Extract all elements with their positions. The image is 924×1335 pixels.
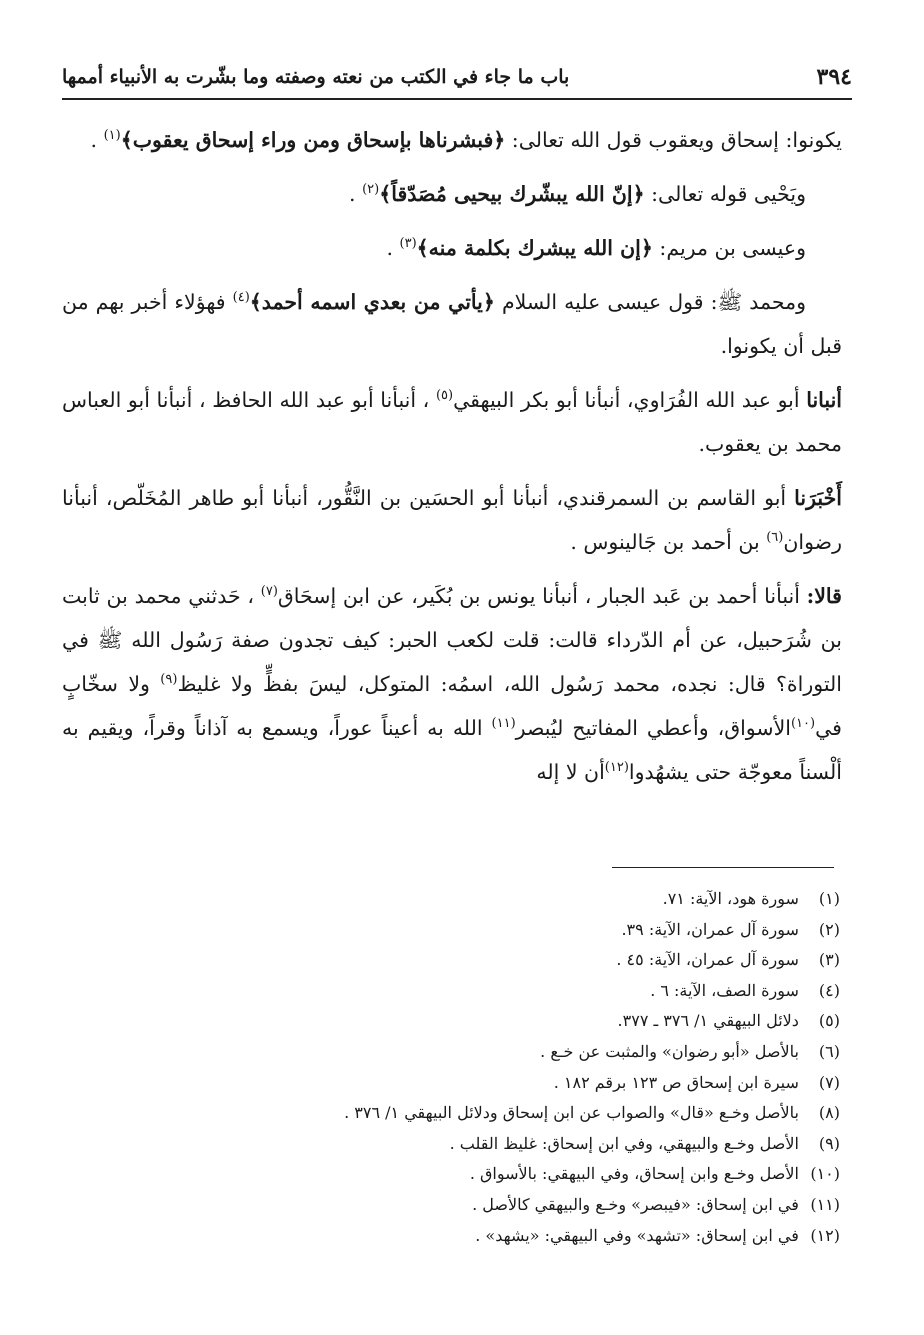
- footnote-text: في ابن إسحاق: «تشهد» وفي البيهقي: «يشهد» .: [475, 1225, 799, 1245]
- text-span: أن لا إله: [536, 760, 605, 784]
- quran-quote: ﴿يأتي من بعدي اسمه أحمد﴾: [249, 290, 495, 314]
- footnote-text: سيرة ابن إسحاق ص ١٢٣ برقم ١٨٢ .: [553, 1072, 799, 1092]
- footnote-ref: (٦): [766, 530, 784, 546]
- footnote-item: [200, 1129, 840, 1160]
- text-span: .: [349, 182, 363, 206]
- footnote-ref: (٩): [160, 672, 178, 688]
- footnote-number: (١١): [810, 1194, 840, 1214]
- paragraph-6: [62, 476, 842, 564]
- text-span: ومحمد ﷺ: قول عيسى عليه السلام: [494, 290, 807, 314]
- footnote-item: [200, 1037, 840, 1068]
- footnote-number: (٣): [818, 950, 840, 970]
- footnote-ref: (٥): [435, 388, 454, 404]
- paragraph-5: [62, 378, 842, 466]
- footnote-text: دلائل البيهقي ١/ ٣٧٦ ـ ٣٧٧.: [617, 1011, 799, 1031]
- footnotes: [200, 884, 840, 1251]
- paragraph-1: [62, 118, 842, 162]
- footnote-text: بالأصل وخـع «قال» والصواب عن ابن إسحاق ودلائل البيهقي ١/ ٣٧٦ .: [344, 1103, 799, 1123]
- text-span: وعيسى بن مريم:: [652, 236, 806, 260]
- footnote-number: (١٢): [810, 1225, 840, 1245]
- quran-quote: ﴿إن الله يبشرك بكلمة منه﴾: [416, 236, 653, 260]
- quran-quote: ﴿إنّ الله يبشّرك بيحيى مُصَدّقاً﴾: [379, 182, 645, 206]
- footnote-item: [200, 1221, 840, 1252]
- isnad-lead: أنبانا: [806, 388, 842, 412]
- footnote-item: [200, 1068, 840, 1099]
- text-span: بن أحمد بن جَالينوس .: [570, 530, 767, 554]
- footnote-ref: (٣): [399, 236, 417, 252]
- footnote-number: (١): [818, 889, 840, 908]
- footnote-number: (٦): [818, 1041, 840, 1061]
- text-span: ، أنبأنا أبو عبد الله الحافظ ، أنبأنا أبو العباس محمد بن يعقوب.: [62, 388, 842, 456]
- footnote-ref: (٢): [362, 182, 380, 198]
- footnote-item: [200, 1190, 840, 1221]
- footnote-item: [200, 1006, 840, 1037]
- footnote-number: (٢): [818, 919, 840, 939]
- footnote-rule: [612, 867, 834, 868]
- paragraph-2: [62, 172, 842, 216]
- text-span: الأسواق، وأعطي المفاتيح ليُبصر: [515, 716, 791, 740]
- footnote-number: (٤): [818, 980, 840, 1000]
- text-span: أبو عبد الله الفُرَاوي، أنبأنا أبو بكر البيهقي: [453, 388, 807, 412]
- text-span: ، حَدثني محمد بن ثابت بن شُرَحبيل، عن أم الدّرداء قالت: قلت لكعب الحبر: كيف تجدون صفة رَسُول الله ﷺ في التوراة؟ قال: نجده، محمد رَسُول الله، اسمُه: المتوكل، ليسَ بفظٍّ ولا غليظ: [62, 584, 842, 696]
- footnote-number: (١٠): [810, 1164, 840, 1184]
- text-span: أنبأنا أحمد بن عَبد الجبار ، أنبأنا يونس بن بُكَير، عن ابن إسحَاق: [277, 584, 807, 608]
- footnote-ref: (٤): [232, 290, 250, 306]
- footnote-text: سورة الصف، الآية: ٦ .: [650, 980, 799, 1000]
- footnote-ref: (١): [103, 128, 121, 144]
- text-span: أبو القاسم بن السمرقندي، أنبأنا أبو الحسَين بن النَّقُّور، أنبأنا أبو طاهر المُخَلّص، أنبأنا رضوان: [62, 486, 842, 554]
- footnote-ref: (٧): [260, 584, 278, 600]
- footnote-ref: (١٠): [790, 716, 816, 732]
- footnote-item: [200, 976, 840, 1007]
- footnote-number: (٩): [818, 1133, 840, 1153]
- footnote-number: (٥): [818, 1011, 840, 1031]
- text-span: الله به أعيناً عوراً، ويسمع به آذاناً وقراً، ويقيم به ألْسناً معوجّة حتى يشهُدوا: [62, 716, 842, 784]
- footnote-ref: (١٢): [604, 760, 629, 776]
- paragraph-7: [62, 574, 842, 794]
- footnote-item: [200, 915, 840, 946]
- text-span: ويَحْيى قوله تعالى:: [644, 182, 806, 206]
- text-span: .: [90, 128, 104, 152]
- footnote-number: (٧): [818, 1072, 840, 1092]
- footnote-ref: (١١): [491, 716, 516, 732]
- text-span: ولا سخّابٍ في: [62, 672, 842, 740]
- isnad-lead: قالا:: [806, 584, 842, 608]
- header-title: باب ما جاء في الكتب من نعته وصفته وما بشّرت به الأنبياء أممها: [62, 66, 570, 88]
- text-span: .: [386, 236, 400, 260]
- quran-quote: ﴿فبشرناها بإسحاق ومن وراء إسحاق يعقوب﴾: [120, 128, 506, 152]
- footnote-item: [200, 884, 840, 915]
- running-header: [62, 58, 852, 98]
- text-span: فهؤلاء أخبر بهم من قبل أن يكونوا.: [62, 290, 842, 358]
- paragraph-4: [62, 280, 842, 368]
- header-rule: [62, 98, 852, 100]
- text-span: يكونوا: إسحاق ويعقوب قول الله تعالى:: [505, 128, 842, 152]
- page-number: ٣٩٤: [816, 64, 852, 90]
- footnote-text: الأصل وخـع والبيهقي، وفي ابن إسحاق: غليظ القلب .: [449, 1133, 799, 1153]
- footnote-text: الأصل وخـع وابن إسحاق، وفي البيهقي: بالأسواق .: [469, 1164, 799, 1184]
- main-text: [62, 118, 842, 804]
- isnad-lead: أَخْبَرَنا: [794, 486, 842, 510]
- footnote-text: في ابن إسحاق: «فيبصر» وخـع والبيهقي كالأصل .: [472, 1194, 799, 1214]
- footnote-text: سورة هود، الآية: ٧١.: [662, 889, 799, 908]
- footnote-item: [200, 945, 840, 976]
- footnote-item: [200, 1098, 840, 1129]
- footnote-text: بالأصل «أبو رضوان» والمثبت عن خـع .: [540, 1041, 799, 1061]
- footnote-text: سورة آل عمران، الآية: ٣٩.: [621, 919, 799, 939]
- footnote-item: [200, 1159, 840, 1190]
- footnote-number: (٨): [818, 1103, 840, 1123]
- footnote-text: سورة آل عمران، الآية: ٤٥ .: [616, 950, 799, 970]
- paragraph-3: [62, 226, 842, 270]
